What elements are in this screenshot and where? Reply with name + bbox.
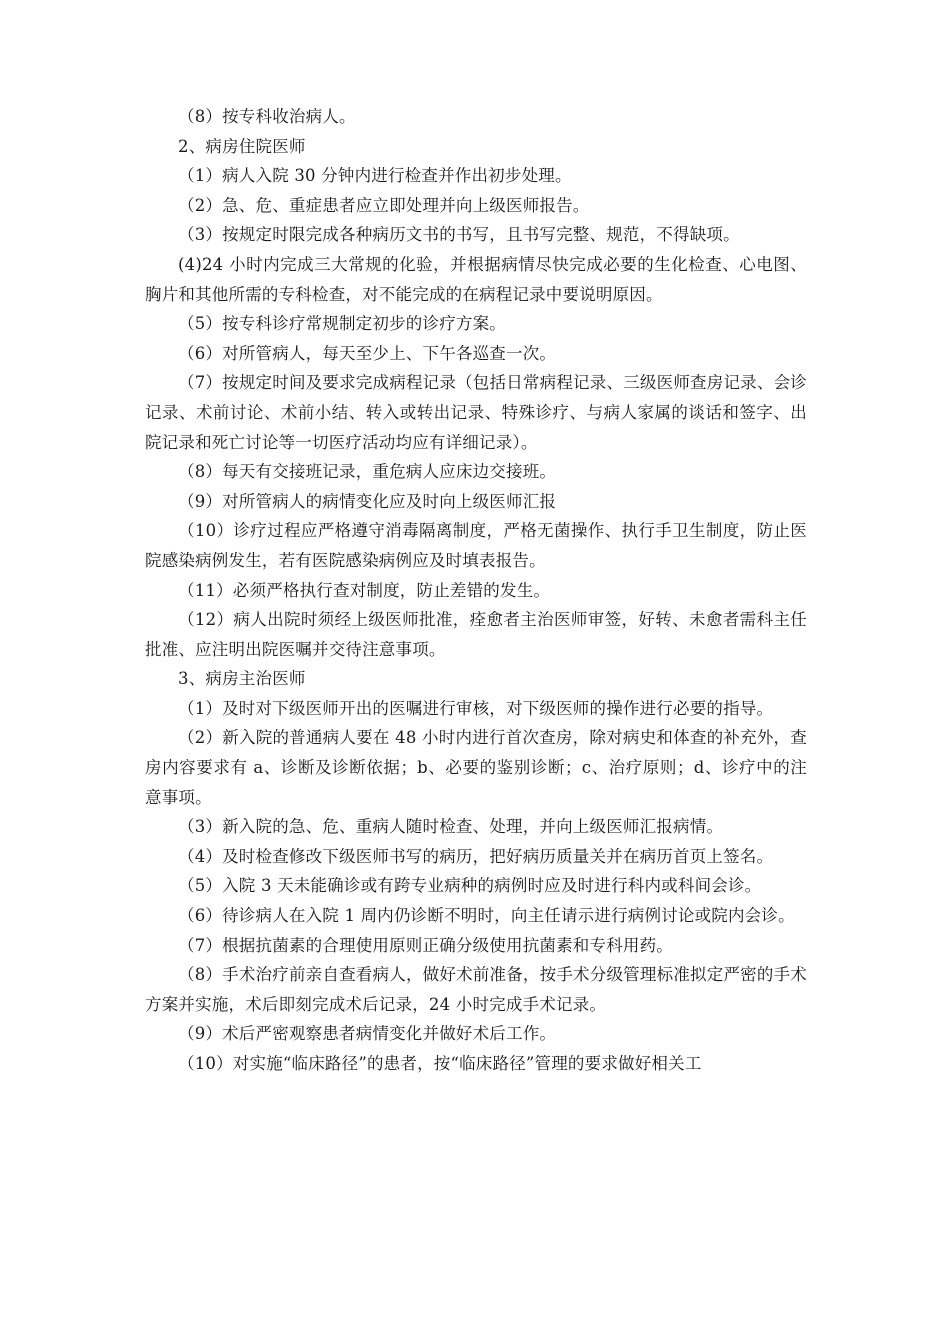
paragraph: （5）入院 3 天未能确诊或有跨专业病种的病例时应及时进行科内或科间会诊。 — [178, 876, 762, 896]
paragraph: （1）及时对下级医师开出的医嘱进行审核，对下级医师的操作进行必要的指导。 — [178, 698, 774, 718]
paragraph: （4）及时检查修改下级医师书写的病历，把好病历质量关并在病历首页上签名。 — [178, 846, 774, 866]
paragraph: （6）对所管病人，每天至少上、下午各巡查一次。 — [178, 343, 557, 363]
paragraph: （12）病人出院时须经上级医师批准，痊愈者主治医师审签，好转、未愈者需科主任批准、应注明出院医嘱并交待注意事项。 — [145, 610, 807, 659]
paragraph: （2）急、危、重症患者应立即处理并向上级医师报告。 — [178, 195, 590, 215]
paragraph: （2）新入院的普通病人要在 48 小时内进行首次查房，除对病史和体查的补充外，查房内容要求有 a、诊断及诊断依据；b、必要的鉴别诊断；c、治疗原则；d、诊疗中的注意事项。 — [145, 728, 807, 807]
paragraph: （7）按规定时间及要求完成病程记录（包括日常病程记录、三级医师查房记录、会诊记录、术前讨论、术前小结、转入或转出记录、特殊诊疗、与病人家属的谈话和签字、出院记录和死亡讨论等一切医疗活动均应有详细记录）。 — [145, 373, 807, 452]
paragraph: (4)24 小时内完成三大常规的化验，并根据病情尽快完成必要的生化检查、心电图、胸片和其他所需的专科检查，对不能完成的在病程记录中要说明原因。 — [145, 254, 807, 304]
paragraph: （3）新入院的急、危、重病人随时检查、处理，并向上级医师汇报病情。 — [178, 817, 724, 837]
paragraph: （9）对所管病人的病情变化应及时向上级医师汇报 — [178, 491, 557, 511]
paragraph: （7）根据抗菌素的合理使用原则正确分级使用抗菌素和专科用药。 — [178, 935, 673, 955]
paragraph: （3）按规定时限完成各种病历文书的书写，且书写完整、规范，不得缺项。 — [178, 225, 740, 245]
paragraph: （8）按专科收治病人。 — [178, 107, 356, 126]
paragraph: （8）手术治疗前亲自查看病人，做好术前准备，按手术分级管理标准拟定严密的手术方案并实施，术后即刻完成术后记录，24 小时完成手术记录。 — [145, 965, 807, 1014]
paragraph: （11）必须严格执行查对制度，防止差错的发生。 — [178, 580, 551, 600]
section-heading: 3、病房主治医师 — [178, 669, 306, 689]
paragraph: （8）每天有交接班记录，重危病人应床边交接班。 — [178, 462, 557, 482]
section-heading: 2、病房住院医师 — [178, 136, 306, 156]
paragraph: （5）按专科诊疗常规制定初步的诊疗方案。 — [178, 314, 506, 334]
paragraph: （10）对实施“临床路径”的患者，按“临床路径”管理的要求做好相关工 — [178, 1054, 702, 1073]
paragraph: （9）术后严密观察患者病情变化并做好术后工作。 — [178, 1024, 557, 1044]
document-body — [145, 102, 807, 1079]
paragraph: （10）诊疗过程应严格遵守消毒隔离制度，严格无菌操作、执行手卫生制度，防止医院感染病例发生，若有医院感染病例应及时填表报告。 — [145, 521, 807, 570]
paragraph: （6）待诊病人在入院 1 周内仍诊断不明时，向主任请示进行病例讨论或院内会诊。 — [178, 906, 795, 926]
paragraph: （1）病人入院 30 分钟内进行检查并作出初步处理。 — [178, 166, 572, 186]
